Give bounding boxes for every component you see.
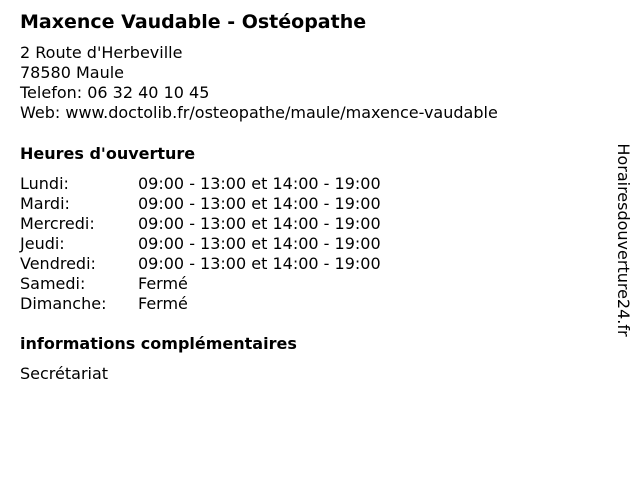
additional-info-heading: informations complémentaires [20, 334, 297, 353]
hours-row-mardi [20, 194, 381, 214]
hours-row-samedi [20, 274, 381, 294]
day-label: Mercredi: [20, 214, 95, 233]
hours-row-mercredi [20, 214, 381, 234]
time-value: Fermé [138, 294, 188, 313]
phone-number: Telefon: 06 32 40 10 45 [20, 83, 210, 102]
time-value: 09:00 - 13:00 et 14:00 - 19:00 [138, 234, 381, 253]
business-name: Maxence Vaudable - Ostéopathe [20, 11, 367, 33]
hours-row-jeudi [20, 234, 381, 254]
day-label: Jeudi: [20, 234, 65, 253]
hours-row-dimanche [20, 294, 381, 314]
day-label: Samedi: [20, 274, 86, 293]
website: Web: www.doctolib.fr/osteopathe/maule/maxence-vaudable [20, 103, 498, 122]
time-value: Fermé [138, 274, 188, 293]
opening-hours-heading: Heures d'ouverture [20, 144, 196, 163]
time-value: 09:00 - 13:00 et 14:00 - 19:00 [138, 214, 381, 233]
hours-row-lundi [20, 174, 381, 194]
street-address: 2 Route d'Herbeville [20, 43, 183, 62]
time-value: 09:00 - 13:00 et 14:00 - 19:00 [138, 194, 381, 213]
time-value: 09:00 - 13:00 et 14:00 - 19:00 [138, 174, 381, 193]
site-watermark: Horairesdouverture24.fr [614, 143, 633, 337]
city-postal: 78580 Maule [20, 63, 125, 82]
additional-info-text: Secrétariat [20, 364, 109, 383]
day-label: Lundi: [20, 174, 69, 193]
contact-block [20, 43, 498, 123]
opening-hours-table [20, 174, 381, 314]
time-value: 09:00 - 13:00 et 14:00 - 19:00 [138, 254, 381, 273]
day-label: Mardi: [20, 194, 70, 213]
day-label: Dimanche: [20, 294, 107, 313]
hours-row-vendredi [20, 254, 381, 274]
day-label: Vendredi: [20, 254, 96, 273]
